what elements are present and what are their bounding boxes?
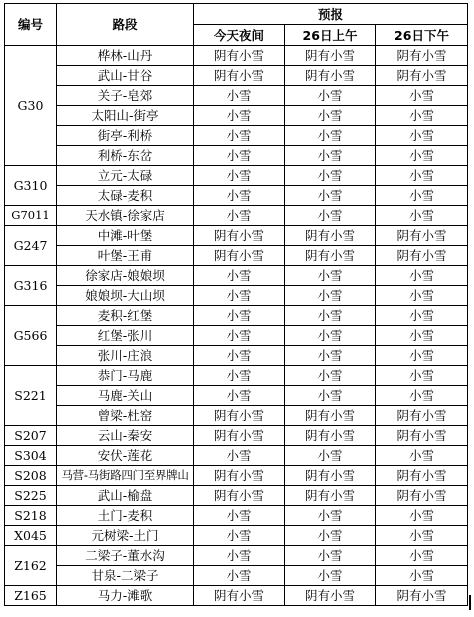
table-row: [5, 526, 468, 546]
table-row: [5, 246, 468, 266]
route-code: S304: [5, 446, 57, 466]
table-row: [5, 286, 468, 306]
forecast-tonight: 小雪: [194, 306, 285, 326]
forecast-tonight: 小雪: [194, 206, 285, 226]
forecast-26-afternoon: 小雪: [376, 566, 468, 586]
table-row: [5, 506, 468, 526]
forecast-26-morning: 阴有小雪: [285, 246, 376, 266]
forecast-26-morning: 阴有小雪: [285, 466, 376, 486]
table-row: [5, 546, 468, 566]
road-segment: 天水镇-徐家店: [57, 206, 194, 226]
table-row: [5, 46, 468, 66]
table-row: [5, 386, 468, 406]
route-code: G566: [5, 306, 57, 366]
route-code: S207: [5, 426, 57, 446]
table-row: [5, 66, 468, 86]
table-row: [5, 146, 468, 166]
table-row: [5, 306, 468, 326]
right-edge-mark: [469, 595, 471, 610]
forecast-26-morning: 小雪: [285, 86, 376, 106]
table-row: [5, 266, 468, 286]
forecast-26-morning: 阴有小雪: [285, 486, 376, 506]
forecast-tonight: 小雪: [194, 266, 285, 286]
forecast-26-morning: 小雪: [285, 546, 376, 566]
forecast-26-afternoon: 小雪: [376, 346, 468, 366]
forecast-26-morning: 阴有小雪: [285, 586, 376, 606]
road-segment: 甘泉-二梁子: [57, 566, 194, 586]
forecast-26-morning: 小雪: [285, 106, 376, 126]
forecast-tonight: 小雪: [194, 526, 285, 546]
forecast-26-afternoon: 小雪: [376, 166, 468, 186]
forecast-26-morning: 小雪: [285, 346, 376, 366]
road-segment: 立元-太碌: [57, 166, 194, 186]
forecast-26-afternoon: 阴有小雪: [376, 66, 468, 86]
route-code: G247: [5, 226, 57, 266]
header-forecast: 预报: [194, 4, 468, 25]
forecast-26-morning: 小雪: [285, 366, 376, 386]
forecast-26-afternoon: 小雪: [376, 106, 468, 126]
route-code: S208: [5, 466, 57, 486]
road-segment: 利桥-东岔: [57, 146, 194, 166]
table-row: [5, 486, 468, 506]
road-segment: 云山-秦安: [57, 426, 194, 446]
forecast-26-afternoon: 阴有小雪: [376, 426, 468, 446]
table-row: [5, 566, 468, 586]
road-segment: 张川-庄浪: [57, 346, 194, 366]
forecast-26-afternoon: 阴有小雪: [376, 466, 468, 486]
header-row: [5, 4, 468, 25]
forecast-26-afternoon: 小雪: [376, 506, 468, 526]
road-segment: 马力-滩歌: [57, 586, 194, 606]
route-code: G30: [5, 46, 57, 166]
route-code: X045: [5, 526, 57, 546]
header-period-26-morning: 26日上午: [285, 25, 376, 46]
road-segment: 红堡-张川: [57, 326, 194, 346]
forecast-26-afternoon: 小雪: [376, 206, 468, 226]
forecast-26-morning: 小雪: [285, 126, 376, 146]
road-segment: 关子-皂郊: [57, 86, 194, 106]
forecast-26-afternoon: 阴有小雪: [376, 46, 468, 66]
forecast-26-afternoon: 小雪: [376, 526, 468, 546]
forecast-26-afternoon: 小雪: [376, 186, 468, 206]
road-segment: 元树梁-土门: [57, 526, 194, 546]
forecast-26-afternoon: 小雪: [376, 286, 468, 306]
route-code: G316: [5, 266, 57, 306]
forecast-26-morning: 小雪: [285, 166, 376, 186]
table-row: [5, 166, 468, 186]
forecast-tonight: 小雪: [194, 566, 285, 586]
forecast-tonight: 小雪: [194, 106, 285, 126]
forecast-26-morning: 小雪: [285, 186, 376, 206]
table-row: [5, 86, 468, 106]
road-weather-forecast-table: [4, 3, 468, 606]
table-row: [5, 206, 468, 226]
road-segment: 二梁子-董水沟: [57, 546, 194, 566]
header-period-26-afternoon: 26日下午: [376, 25, 468, 46]
forecast-tonight: 小雪: [194, 506, 285, 526]
forecast-26-morning: 小雪: [285, 306, 376, 326]
forecast-26-afternoon: 小雪: [376, 266, 468, 286]
route-code: S225: [5, 486, 57, 506]
road-segment: 太碌-麦积: [57, 186, 194, 206]
road-segment: 安伏-莲花: [57, 446, 194, 466]
forecast-tonight: 小雪: [194, 146, 285, 166]
forecast-26-afternoon: 小雪: [376, 86, 468, 106]
forecast-tonight: 小雪: [194, 86, 285, 106]
table-row: [5, 126, 468, 146]
forecast-26-morning: 小雪: [285, 566, 376, 586]
forecast-tonight: 阴有小雪: [194, 406, 285, 426]
forecast-tonight: 阴有小雪: [194, 246, 285, 266]
forecast-26-morning: 小雪: [285, 506, 376, 526]
forecast-26-morning: 阴有小雪: [285, 426, 376, 446]
road-segment: 土门-麦积: [57, 506, 194, 526]
forecast-26-afternoon: 阴有小雪: [376, 226, 468, 246]
road-segment: 曾梁-杜窑: [57, 406, 194, 426]
route-code: S221: [5, 366, 57, 426]
road-segment: 街亭-利桥: [57, 126, 194, 146]
forecast-26-afternoon: 小雪: [376, 386, 468, 406]
forecast-26-afternoon: 小雪: [376, 306, 468, 326]
road-segment: 娘娘坝-大山坝: [57, 286, 194, 306]
route-code: Z165: [5, 586, 57, 606]
road-segment: 叶堡-王甫: [57, 246, 194, 266]
table-row: [5, 326, 468, 346]
table-row: [5, 346, 468, 366]
forecast-tonight: 小雪: [194, 446, 285, 466]
forecast-tonight: 阴有小雪: [194, 66, 285, 86]
forecast-tonight: 小雪: [194, 386, 285, 406]
forecast-26-afternoon: 小雪: [376, 146, 468, 166]
forecast-tonight: 阴有小雪: [194, 486, 285, 506]
forecast-26-afternoon: 小雪: [376, 366, 468, 386]
forecast-tonight: 阴有小雪: [194, 426, 285, 446]
forecast-26-afternoon: 阴有小雪: [376, 486, 468, 506]
forecast-26-morning: 阴有小雪: [285, 406, 376, 426]
header-period-tonight: 今天夜间: [194, 25, 285, 46]
table-row: [5, 186, 468, 206]
forecast-26-morning: 小雪: [285, 286, 376, 306]
forecast-tonight: 小雪: [194, 346, 285, 366]
forecast-26-morning: 小雪: [285, 386, 376, 406]
forecast-26-afternoon: 阴有小雪: [376, 246, 468, 266]
route-code: Z162: [5, 546, 57, 586]
road-segment: 马营-马街路四门至界牌山: [57, 466, 194, 486]
forecast-tonight: 小雪: [194, 286, 285, 306]
forecast-tonight: 小雪: [194, 166, 285, 186]
route-code: G310: [5, 166, 57, 206]
forecast-26-morning: 小雪: [285, 266, 376, 286]
forecast-tonight: 小雪: [194, 326, 285, 346]
forecast-26-afternoon: 阴有小雪: [376, 406, 468, 426]
forecast-tonight: 小雪: [194, 126, 285, 146]
road-segment: 马鹿-关山: [57, 386, 194, 406]
forecast-26-morning: 小雪: [285, 326, 376, 346]
forecast-tonight: 阴有小雪: [194, 46, 285, 66]
forecast-26-morning: 阴有小雪: [285, 66, 376, 86]
forecast-tonight: 小雪: [194, 366, 285, 386]
header-code: 编号: [5, 4, 57, 46]
table-row: [5, 406, 468, 426]
table-row: [5, 466, 468, 486]
forecast-26-afternoon: 小雪: [376, 446, 468, 466]
forecast-26-morning: 阴有小雪: [285, 226, 376, 246]
forecast-26-morning: 小雪: [285, 526, 376, 546]
forecast-table-body: [5, 4, 468, 606]
forecast-26-afternoon: 小雪: [376, 546, 468, 566]
forecast-26-morning: 阴有小雪: [285, 46, 376, 66]
forecast-26-morning: 小雪: [285, 206, 376, 226]
forecast-26-morning: 小雪: [285, 146, 376, 166]
table-row: [5, 226, 468, 246]
table-row: [5, 446, 468, 466]
forecast-tonight: 小雪: [194, 546, 285, 566]
route-code: S218: [5, 506, 57, 526]
forecast-tonight: 阴有小雪: [194, 226, 285, 246]
table-row: [5, 106, 468, 126]
header-segment: 路段: [57, 4, 194, 46]
road-segment: 麦积-红堡: [57, 306, 194, 326]
road-segment: 武山-榆盘: [57, 486, 194, 506]
table-row: [5, 426, 468, 446]
table-row: [5, 366, 468, 386]
road-segment: 中滩-叶堡: [57, 226, 194, 246]
route-code: G7011: [5, 206, 57, 226]
forecast-26-afternoon: 阴有小雪: [376, 586, 468, 606]
forecast-tonight: 阴有小雪: [194, 466, 285, 486]
road-segment: 恭门-马鹿: [57, 366, 194, 386]
table-row: [5, 586, 468, 606]
road-segment: 太阳山-街亭: [57, 106, 194, 126]
road-segment: 武山-甘谷: [57, 66, 194, 86]
forecast-26-afternoon: 小雪: [376, 326, 468, 346]
road-segment: 桦林-山丹: [57, 46, 194, 66]
forecast-26-afternoon: 小雪: [376, 126, 468, 146]
road-segment: 徐家店-娘娘坝: [57, 266, 194, 286]
forecast-26-morning: 小雪: [285, 446, 376, 466]
forecast-tonight: 阴有小雪: [194, 586, 285, 606]
forecast-tonight: 小雪: [194, 186, 285, 206]
